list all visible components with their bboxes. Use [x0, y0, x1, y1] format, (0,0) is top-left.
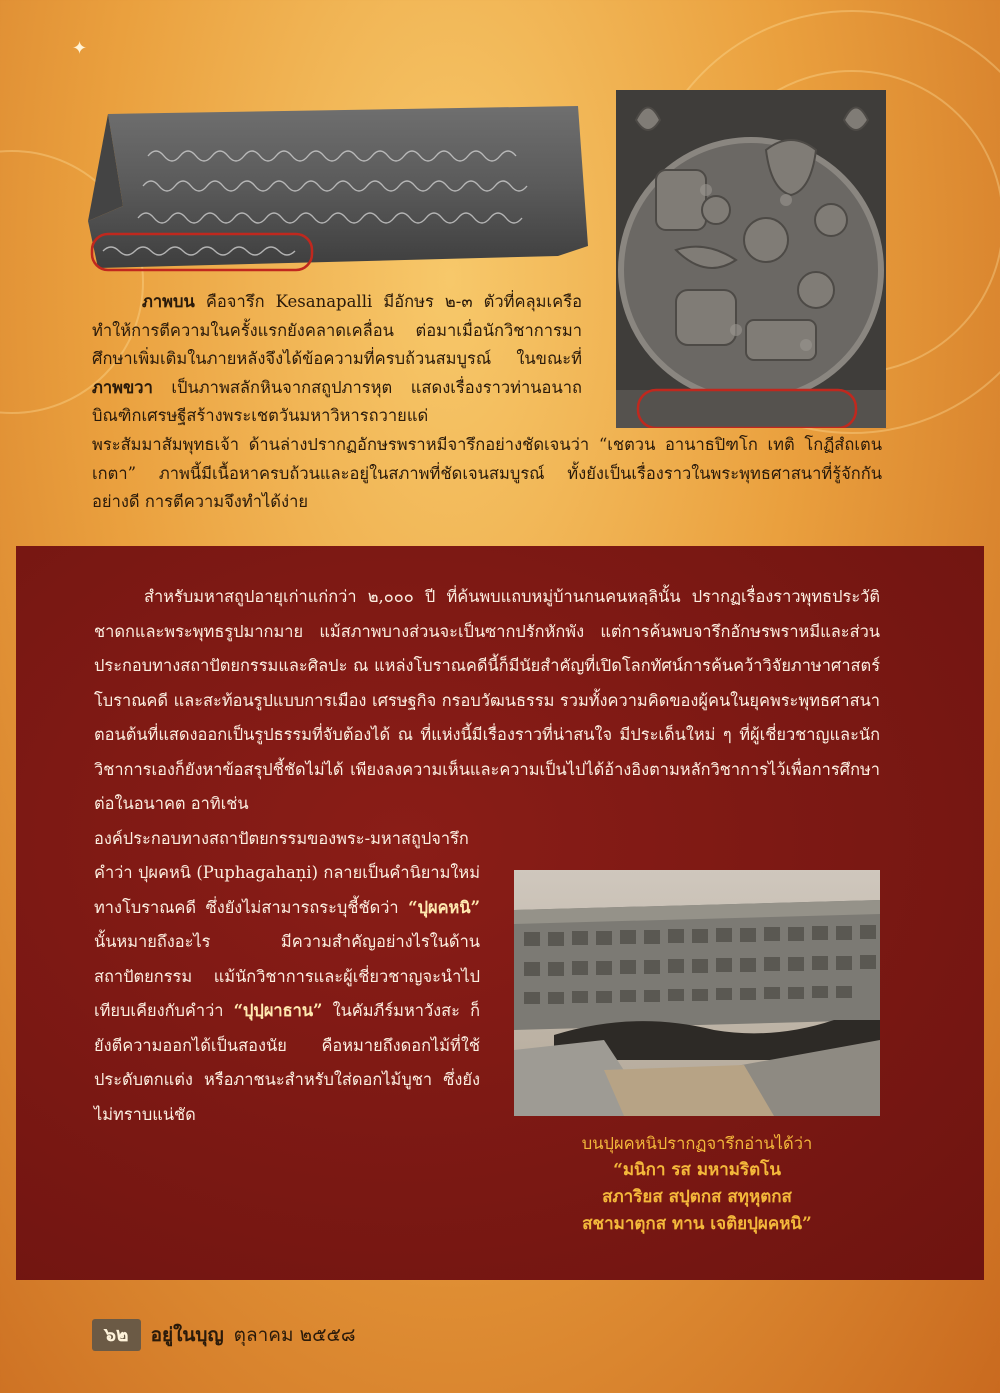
inscription-line: สภาริยส สปุตกส สทุหุตกส [602, 1187, 792, 1207]
top-caption-part1 [92, 288, 582, 431]
body-text-span: นั้นหมายถึงอะไร มีความสำคัญอย่างไรในด้านสถาปัตยกรรม แม้นักวิชาการและผู้เชี่ยวชาญจะนำไปเทียบเคียงกับคำว่า [94, 932, 480, 1020]
top-image-label: ภาพบน [142, 292, 195, 311]
body-paragraph: สำหรับมหาสถูปอายุเก่าแก่กว่า ๒,๐๐๐ ปี ที่ค้นพบแถบหมู่บ้านกนคนหลฺลินั้น ปรากฏเรื่องราวพุทธประวัติชาดกและพระพุทธรูปมากมาย แม้สภาพบางส่วนจะเป็นซากปรักหักพัง แต่การค้นพบจารึกอักษรพราหมีและส่วนประกอบทางสถาปัตยกรรมและศิลปะ ณ แหล่งโบราณคดีนี้ก็มีนัยสำคัญที่เปิดโลกทัศน์การค้นคว้าวิจัยภาษาศาสตร์ โบราณคดี และสะท้อนรูปแบบการเมือง เศรษฐกิจ กรอบวัฒนธรรม รวมทั้งความคิดของผู้คนในยุคพระพุทธศาสนาตอนต้นที่แสดงออกเป็นรูปธรรมที่จับต้องได้ ณ ที่แห่งนี้มีเรื่องราวที่น่าสนใจ มีประเด็นใหม่ ๆ ที่ผู้เชี่ยวชาญและนักวิชาการเองก็ยังหาข้อสรุปชี้ชัดไม่ได้ เพียงลงความเห็นและความเป็นไปได้อ้างอิงตามหลักวิชาการไว้เพื่อการศึกษาต่อในอนาคต อาทิเช่น [94, 587, 880, 813]
star-icon: ✦ [72, 38, 88, 59]
term-pupphadhana: “ปุปฺผาธาน” [233, 1001, 323, 1020]
page-footer [92, 1320, 356, 1350]
top-caption-text: คือจารึก Kesanapalli มีอักษร ๒-๓ ตัวที่คลุมเครือ ทำให้การตีความในครั้งแรกยังคลาดเคลื่อน ต่อมาเมื่อนักวิชาการมาศึกษาเพิ่มเติมในภายหลังจึงได้ข้อความที่ครบถ้วนสมบูรณ์ ในขณะที่ [92, 292, 582, 369]
photo-caption [514, 1130, 880, 1238]
issue-date: ตุลาคม ๒๕๕๘ [233, 1324, 356, 1346]
kesanapalli-inscription-image [88, 96, 588, 276]
right-image-label: ภาพขวา [92, 377, 153, 397]
top-caption [92, 288, 882, 517]
top-caption-text: เป็นภาพสลักหินจากสถูปภารหุต แสดงเรื่องราวท่านอนาถบิณฑิกเศรษฐีสร้างพระเชตวันมหาวิหารถวายแด่ [92, 377, 582, 426]
photo-caption-line: บนปุผคหนิปรากฏจารึกอ่านได้ว่า [581, 1134, 813, 1153]
page-number: ๖๒ [92, 1319, 141, 1351]
magazine-name: อยู่ในบุญ [150, 1324, 224, 1346]
body-text-span: ในคัมภีร์มหาวังสะ ก็ยังตีความออกได้เป็นสองนัย คือหมายถึงดอกไม้ที่ใช้ประดับตกแต่ง หรือภาชนะสำหรับใส่ดอกไม้บูชา ซึ่งยังไม่ทราบแน่ชัด [94, 1001, 481, 1124]
body-paragraph-column [94, 822, 480, 1133]
inscription-line: “มนิกา รส มหามริตโน [613, 1160, 781, 1180]
inscription-line: สชามาตุกส ทาน เจติยปุผคหนิ” [582, 1214, 812, 1234]
puphagahani-photo [514, 870, 880, 1116]
term-puphagahani: “ปุผคหนิ” [408, 897, 480, 917]
body-text-span: องค์ประกอบทางสถาปัตยกรรมของพระ-มหาสถูปจารึกคำว่า ปุผคหนิ (Puphagahaṇi) กลายเป็นคำนิยามใหม่ทางโบราณคดี ซึ่งยังไม่สามารถระบุชี้ชัดว่า [94, 828, 480, 917]
top-caption-part2: พระสัมมาสัมพุทธเจ้า ด้านล่างปรากฏอักษรพราหมีจารึกอย่างชัดเจนว่า “เชตวน อานาธปิฑโก เทติ โกฏีสํถเตน เกตา” ภาพนี้มีเนื้อหาครบถ้วนและอยู่ในสภาพที่ชัดเจนสมบูรณ์ ทั้งยังเป็นเรื่องราวในพระพุทธศาสนาที่รู้จักกันอย่างดี การตีความจึงทำได้ง่าย [92, 434, 882, 512]
